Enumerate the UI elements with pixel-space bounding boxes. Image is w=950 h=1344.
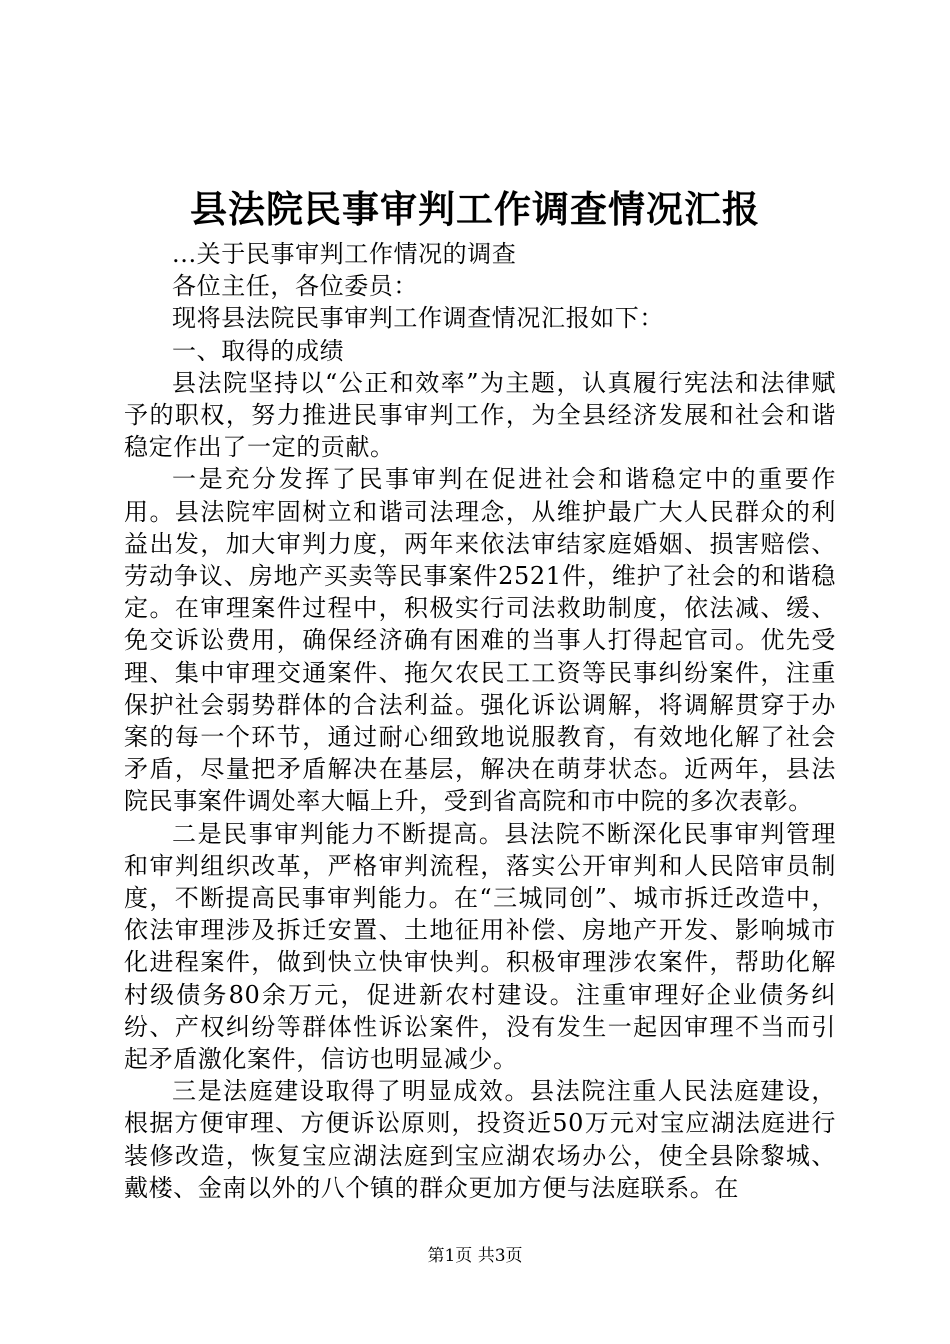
paragraph-point-two: 二是民事审判能力不断提高。县法院不断深化民事审判管理和审判组织改革，严格审判流程，落实公开审判和人民陪审员制度，不断提高民事审判能力。在“三城同创”、城市拆迁改造中，依法审理涉及拆迁安置、土地征用补偿、房地产开发、影响城市化进程案件，做到快立快审快判。积极审理涉农案件，帮助化解村级债务80余万元，促进新农村建设。注重审理好企业债务纠纷、产权纠纷等群体性诉讼案件，没有发生一起因审理不当而引起矛盾激化案件，信访也明显减少。 [124,819,836,1074]
paragraph-point-three: 三是法庭建设取得了明显成效。县法院注重人民法庭建设，根据方便审理、方便诉讼原则，投资近50万元对宝应湖法庭进行装修改造，恢复宝应湖法庭到宝应湖农场办公，使全县除黎城、戴楼、金南以外的八个镇的群众更加方便与法庭联系。在 [124,1077,836,1202]
paragraph-salutation: 各位主任，各位委员： [172,272,418,301]
section-heading-achievements: 一、取得的成绩 [172,336,345,365]
paragraph-point-one: 一是充分发挥了民事审判在促进社会和谐稳定中的重要作用。县法院牢固树立和谐司法理念，从维护最广大人民群众的利益出发，加大审判力度，两年来依法审结家庭婚姻、损害赔偿、劳动争议、房地产买卖等民事案件2521件，维护了社会的和谐稳定。在审理案件过程中，积极实行司法救助制度，依法减、缓、免交诉讼费用，确保经济确有困难的当事人打得起官司。优先受理、集中审理交通案件、拖欠农民工工资等民事纠纷案件，注重保护社会弱势群体的合法利益。强化诉讼调解，将调解贯穿于办案的每一个环节，通过耐心细致地说服教育，有效地化解了社会矛盾，尽量把矛盾解决在基层，解决在萌芽状态。近两年，县法院民事案件调处率大幅上升，受到省高院和市中院的多次表彰。 [124,465,836,816]
paragraph-intro: 现将县法院民事审判工作调查情况汇报如下： [172,304,664,333]
paragraph-subtitle: ...关于民事审判工作情况的调查 [172,240,517,268]
paragraph-overview: 县法院坚持以“公正和效率”为主题，认真履行宪法和法律赋予的职权，努力推进民事审判工作，为全县经济发展和社会和谐稳定作出了一定的贡献。 [124,368,836,462]
document-title: 县法院民事审判工作调查情况汇报 [190,187,760,231]
page-number-footer: 第1页 共3页 [427,1246,523,1266]
document-body [124,238,836,1204]
